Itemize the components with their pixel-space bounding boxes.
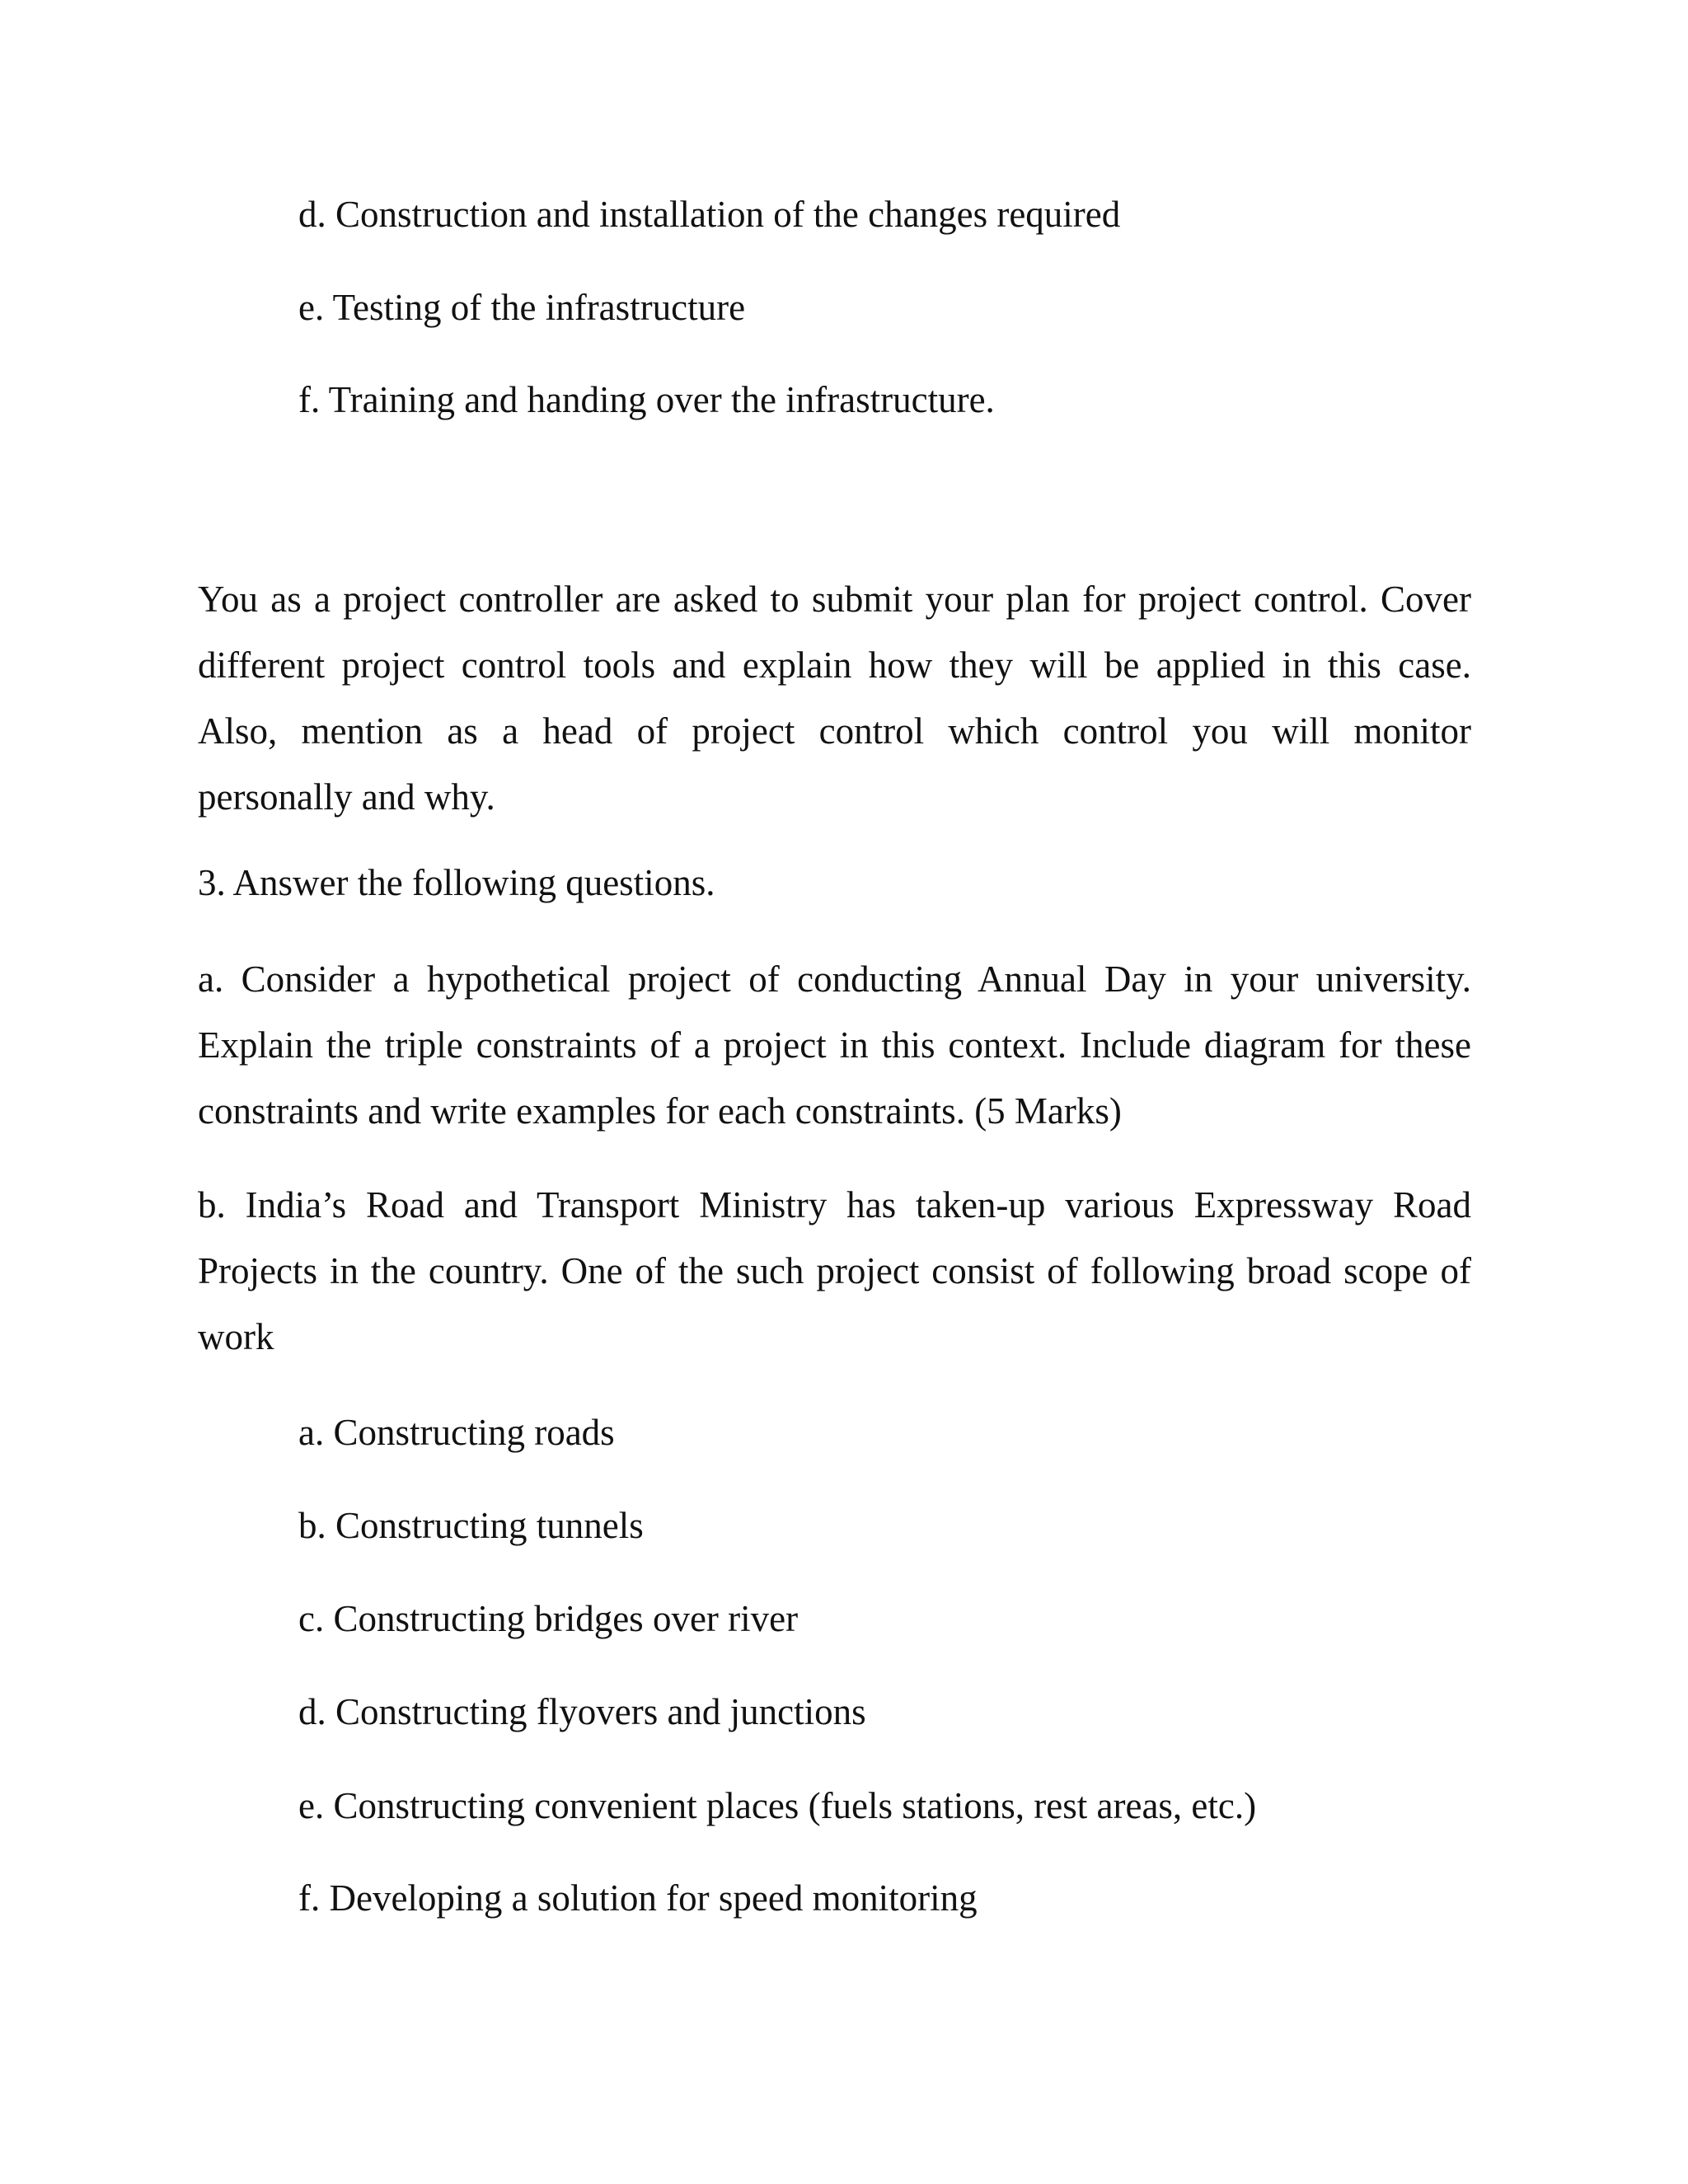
paragraph-line: different project control tools and explain how they will be applied in this case. xyxy=(198,644,1471,686)
paragraph-line: personally and why. xyxy=(198,776,495,818)
list-item: a. Constructing roads xyxy=(298,1412,615,1453)
question-3a-paragraph xyxy=(198,946,1471,1144)
question-3-heading: 3. Answer the following questions. xyxy=(198,862,715,903)
paragraph-line: Projects in the country. One of the such project consist of following broad scope of xyxy=(198,1250,1471,1291)
paragraph-line: You as a project controller are asked to submit your plan for project control. Cover xyxy=(198,579,1471,620)
list-item: f. Training and handing over the infrastructure. xyxy=(298,379,995,420)
paragraph-line: a. Consider a hypothetical project of conducting Annual Day in your university. xyxy=(198,958,1471,1000)
question-3b-paragraph xyxy=(198,1172,1471,1370)
paragraph-line: Also, mention as a head of project control which control you will monitor xyxy=(198,710,1471,752)
paragraph-line: b. India’s Road and Transport Ministry has taken-up various Expressway Road xyxy=(198,1184,1471,1226)
paragraph-line: Explain the triple constraints of a project in this context. Include diagram for these xyxy=(198,1024,1471,1066)
list-item: b. Constructing tunnels xyxy=(298,1505,644,1546)
project-control-paragraph xyxy=(198,566,1471,830)
paragraph-line: work xyxy=(198,1316,274,1357)
paragraph-line: constraints and write examples for each constraints. (5 Marks) xyxy=(198,1090,1122,1132)
list-item: e. Constructing convenient places (fuels stations, rest areas, etc.) xyxy=(298,1785,1257,1826)
list-item: c. Constructing bridges over river xyxy=(298,1598,799,1639)
list-item: d. Constructing flyovers and junctions xyxy=(298,1691,866,1732)
list-item: d. Construction and installation of the changes required xyxy=(298,194,1121,235)
list-item: f. Developing a solution for speed monitoring xyxy=(298,1877,978,1919)
list-item: e. Testing of the infrastructure xyxy=(298,287,746,328)
